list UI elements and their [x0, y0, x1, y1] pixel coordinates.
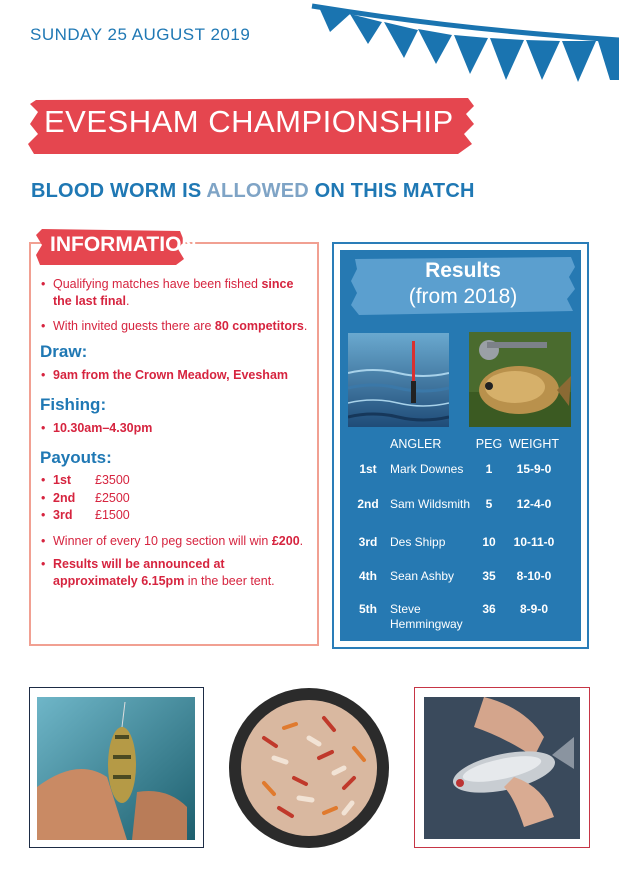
page-title: EVESHAM CHAMPIONSHIP — [44, 104, 454, 139]
perch-in-hand-photo — [37, 697, 195, 840]
peg-cell: 35 — [482, 569, 496, 583]
table-row — [348, 602, 574, 632]
payout-row: • 2nd £2500 — [40, 490, 312, 508]
position-cell: 5th — [359, 602, 377, 616]
weight-cell: 8-9-0 — [519, 602, 548, 616]
peg-cell: 1 — [485, 462, 493, 476]
info-bullet-competitors: • With invited guests there are 80 competitors. — [40, 318, 312, 335]
position-cell: 2nd — [357, 497, 379, 511]
angler-cell: Mark Downes — [390, 462, 464, 476]
float-in-water-image — [348, 333, 449, 427]
roach-in-hand-photo — [424, 697, 580, 839]
position-cell: 4th — [359, 569, 377, 583]
angler-cell: Steve Hemmingway — [390, 602, 463, 631]
angler-column-header: ANGLER — [390, 437, 442, 451]
table-header — [348, 437, 574, 452]
peg-cell: 10 — [482, 535, 496, 549]
angler-cell: Des Shipp — [390, 535, 446, 549]
bream-fish-image — [469, 332, 571, 427]
weight-column-header: WEIGHT — [509, 437, 559, 451]
payout-row: • 3rd £1500 — [40, 507, 312, 525]
results-title: Results (from 2018) — [408, 259, 518, 308]
bunting-decoration — [310, 0, 619, 95]
information-content — [40, 276, 312, 590]
info-bullet-qualifying: • Qualifying matches have been fished since the last final. — [40, 276, 312, 310]
draw-text: • 9am from the Crown Meadow, Evesham — [40, 367, 312, 384]
weight-cell: 12-4-0 — [516, 497, 552, 511]
fishing-text: • 10.30am–4.30pm — [40, 420, 312, 437]
peg-cell: 5 — [485, 497, 493, 511]
information-heading: INFORMATION — [50, 233, 197, 256]
position-cell: 1st — [359, 462, 377, 476]
maggot-bait-tub-photo — [224, 688, 394, 848]
event-date: SUNDAY 25 AUGUST 2019 — [30, 25, 251, 44]
weight-cell: 15-9-0 — [516, 462, 552, 476]
rule-note: BLOOD WORM IS ALLOWED ON THIS MATCH — [31, 180, 475, 202]
table-row — [348, 535, 574, 550]
draw-heading: Draw: — [40, 342, 88, 361]
payouts-heading: Payouts: — [40, 448, 112, 467]
weight-cell: 10-11-0 — [513, 535, 555, 549]
payouts-list — [40, 472, 312, 525]
payout-row: • 1st £3500 — [40, 472, 312, 490]
angler-cell: Sean Ashby — [390, 569, 455, 583]
position-cell: 3rd — [358, 535, 378, 549]
fishing-heading: Fishing: — [40, 395, 107, 414]
info-bullet-results: • Results will be announced at approximately 6.15pm in the beer tent. — [40, 556, 312, 590]
table-row — [348, 462, 574, 477]
weight-cell: 8-10-0 — [516, 569, 552, 583]
peg-column-header: PEG — [475, 437, 503, 451]
info-bullet-section-winner: • Winner of every 10 peg section will win £200. — [40, 533, 312, 550]
angler-cell: Sam Wildsmith — [390, 497, 471, 511]
table-row — [348, 497, 574, 512]
table-row — [348, 569, 574, 584]
peg-cell: 36 — [482, 602, 496, 616]
